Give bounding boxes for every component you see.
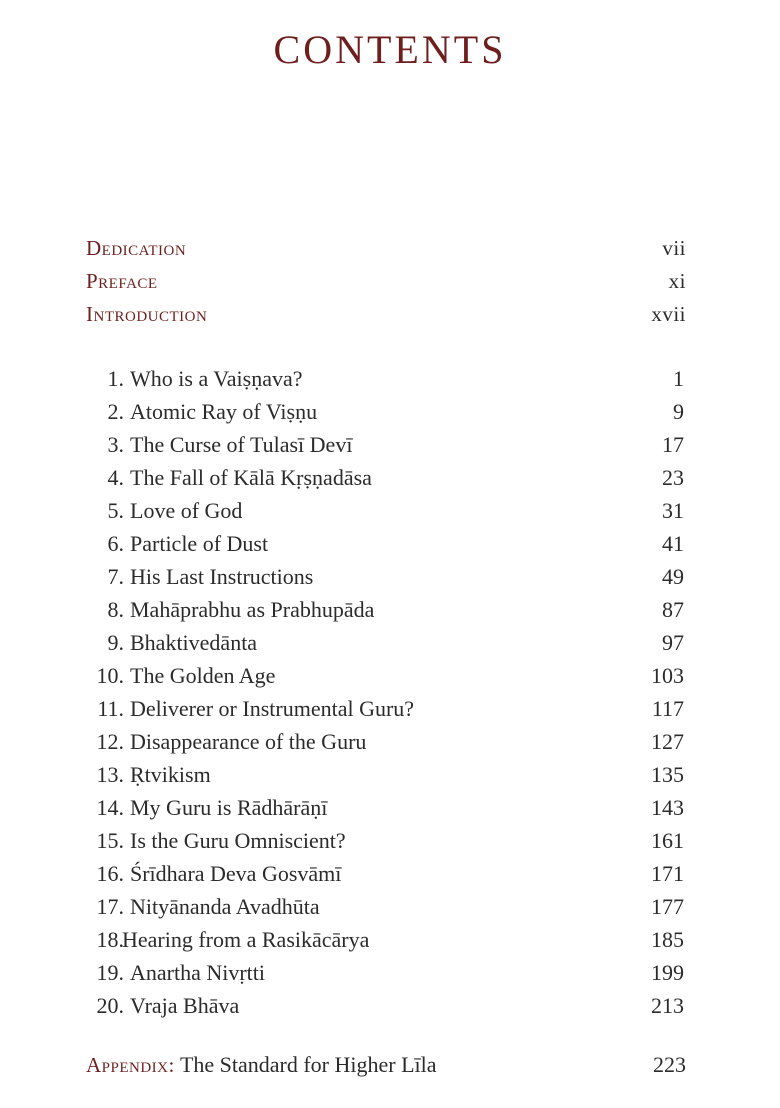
- chapter-number: 16.: [96, 861, 124, 886]
- chapter-page: 41: [662, 531, 684, 556]
- toc-chapter-row[interactable]: [0, 663, 780, 695]
- toc-chapter-row[interactable]: [0, 762, 780, 794]
- chapter-title: Nityānanda Avadhūta: [130, 894, 320, 919]
- toc-chapter-row[interactable]: [0, 828, 780, 860]
- toc-chapter-row[interactable]: [0, 861, 780, 893]
- toc-chapter-row[interactable]: [0, 927, 780, 959]
- toc-chapter-row[interactable]: [0, 960, 780, 992]
- toc-chapter-row[interactable]: [0, 894, 780, 926]
- chapter-page: 171: [651, 861, 684, 886]
- chapter-page: 49: [662, 564, 684, 589]
- chapter-page: 127: [651, 729, 684, 754]
- toc-front-dedication[interactable]: [86, 236, 686, 266]
- appendix-title: The Standard for Higher Līla: [179, 1052, 437, 1077]
- toc-chapter-row[interactable]: [0, 696, 780, 728]
- chapter-title: Particle of Dust: [130, 531, 269, 556]
- toc-front-label: Dedication: [86, 236, 187, 260]
- chapter-number: 19.: [96, 960, 124, 985]
- toc-chapter-row[interactable]: [0, 432, 780, 464]
- chapter-page: 9: [673, 399, 684, 424]
- chapter-title: Śrīdhara Deva Gosvāmī: [130, 861, 342, 886]
- chapter-number: 8.: [107, 597, 124, 622]
- chapter-number: 13.: [96, 762, 124, 787]
- chapter-page: 143: [651, 795, 684, 820]
- chapter-page: 199: [651, 960, 684, 985]
- chapter-title: Bhaktivedānta: [130, 630, 258, 655]
- chapter-page: 103: [651, 663, 684, 688]
- appendix-label: Appendix:: [86, 1053, 175, 1077]
- chapter-page: 87: [662, 597, 684, 622]
- toc-chapter-row[interactable]: [0, 630, 780, 662]
- chapter-title: Hearing from a Rasikācārya: [122, 927, 370, 952]
- toc-chapter-row[interactable]: [0, 465, 780, 497]
- chapter-page: 213: [651, 993, 684, 1018]
- toc-front-introduction[interactable]: [86, 302, 686, 332]
- chapter-title: Love of God: [130, 498, 243, 523]
- chapter-title: The Curse of Tulasī Devī: [130, 432, 353, 457]
- toc-front-page: vii: [662, 236, 686, 260]
- page-title: CONTENTS: [273, 27, 507, 72]
- chapter-number: 1.: [107, 366, 124, 391]
- chapter-title: The Golden Age: [130, 663, 276, 688]
- chapter-number: 2.: [107, 399, 124, 424]
- toc-chapter-row[interactable]: [0, 729, 780, 761]
- chapter-number: 18.: [96, 927, 124, 952]
- chapter-number: 17.: [96, 894, 124, 919]
- chapter-number: 5.: [107, 498, 124, 523]
- chapter-title: His Last Instructions: [130, 564, 314, 589]
- toc-front-preface[interactable]: [86, 269, 686, 299]
- toc-appendix[interactable]: [86, 1052, 686, 1086]
- toc-front-page: xi: [668, 269, 686, 293]
- chapter-title: Ṛtvikism: [130, 762, 211, 787]
- chapter-number: 12.: [96, 729, 124, 754]
- toc-chapter-row[interactable]: [0, 531, 780, 563]
- toc-chapter-row[interactable]: [0, 795, 780, 827]
- chapter-number: 6.: [107, 531, 124, 556]
- chapter-page: 135: [651, 762, 684, 787]
- chapter-page: 177: [651, 894, 684, 919]
- chapter-number: 20.: [96, 993, 124, 1018]
- chapter-page: 1: [673, 366, 684, 391]
- chapter-title: Atomic Ray of Viṣṇu: [130, 399, 318, 424]
- toc-front-label: Introduction: [86, 302, 208, 326]
- chapter-page: 23: [662, 465, 684, 490]
- chapter-page: 185: [651, 927, 684, 952]
- toc-chapter-row[interactable]: [0, 597, 780, 629]
- chapter-page: 97: [662, 630, 684, 655]
- toc-front-page: xvii: [651, 302, 686, 326]
- chapter-title: Disappearance of the Guru: [130, 729, 367, 754]
- toc-chapter-row[interactable]: [0, 498, 780, 530]
- chapter-page: 31: [662, 498, 684, 523]
- toc-chapter-row[interactable]: [0, 993, 780, 1025]
- chapter-number: 7.: [107, 564, 124, 589]
- chapter-number: 9.: [107, 630, 124, 655]
- chapter-number: 4.: [107, 465, 124, 490]
- chapter-page: 117: [651, 696, 684, 721]
- chapter-title: Deliverer or Instrumental Guru?: [130, 696, 415, 721]
- chapter-title: The Fall of Kālā Kṛṣṇadāsa: [130, 465, 372, 490]
- toc-chapter-row[interactable]: [0, 399, 780, 431]
- chapter-title: Who is a Vaiṣṇava?: [130, 366, 303, 391]
- chapter-title: My Guru is Rādhārāṇī: [130, 795, 328, 820]
- toc-front-label: Preface: [86, 269, 158, 293]
- chapter-number: 3.: [107, 432, 124, 457]
- appendix-page: 223: [653, 1052, 686, 1077]
- chapter-title: Vraja Bhāva: [130, 993, 240, 1018]
- chapter-title: Anartha Nivṛtti: [130, 960, 266, 985]
- chapter-number: 14.: [96, 795, 124, 820]
- chapter-number: 15.: [96, 828, 124, 853]
- chapter-number: 11.: [97, 696, 124, 721]
- toc-chapter-row[interactable]: [0, 366, 780, 398]
- chapter-title: Is the Guru Omniscient?: [130, 828, 346, 853]
- chapter-title: Mahāprabhu as Prabhupāda: [130, 597, 375, 622]
- chapter-number: 10.: [96, 663, 124, 688]
- chapter-page: 17: [662, 432, 684, 457]
- chapter-page: 161: [651, 828, 684, 853]
- toc-chapter-row[interactable]: [0, 564, 780, 596]
